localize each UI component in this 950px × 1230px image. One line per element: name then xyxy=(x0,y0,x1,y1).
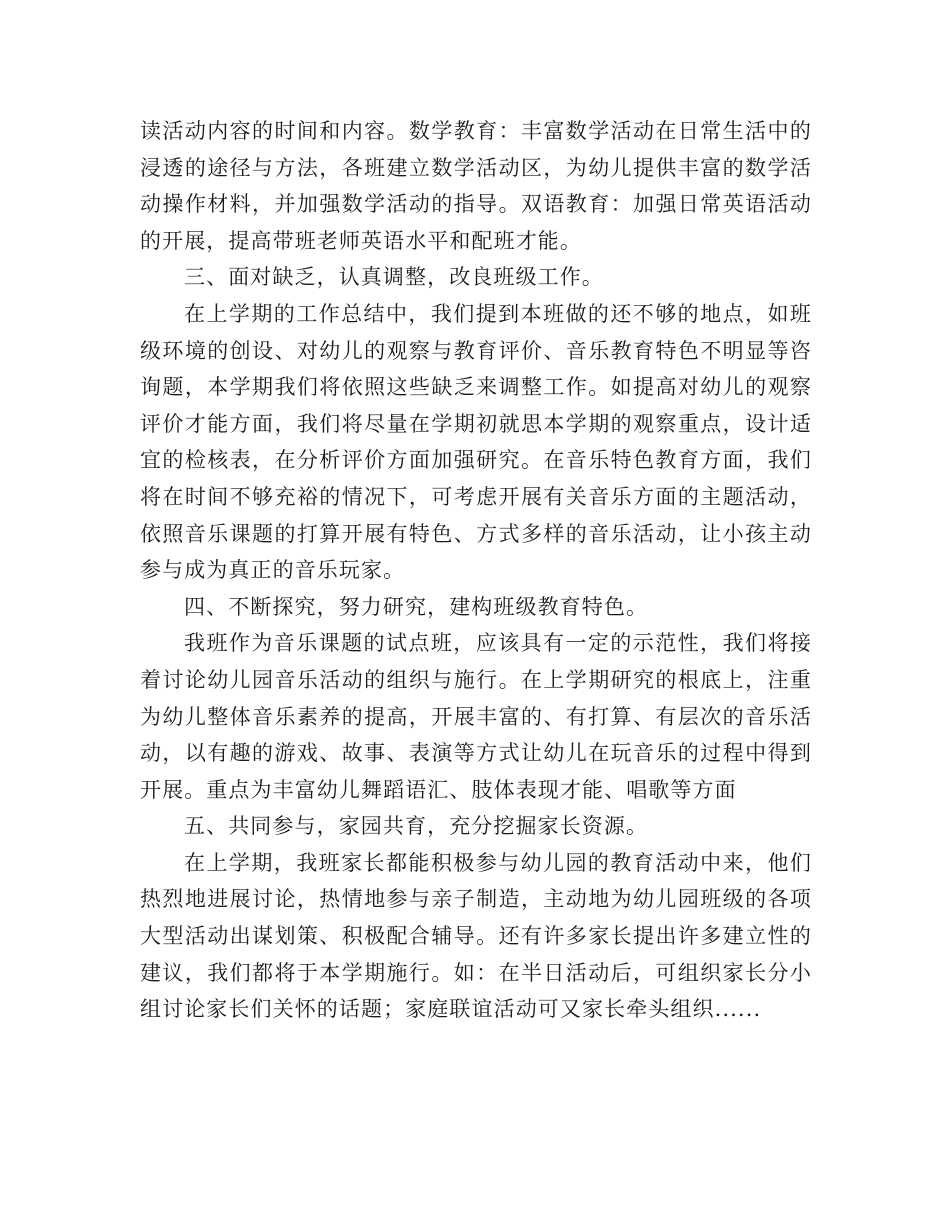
section-heading-5: 五、共同参与，家园共育，充分挖掘家长资源。 xyxy=(184,814,649,839)
paragraph-section-4: 我班作为音乐课题的试点班，应该具有一定的示范性，我们将接着讨论幼儿园音乐活动的组织与施行。在上学期研究的根底上，注重为幼儿整体音乐素养的提高，开展丰富的、有打算、有层次的音乐活动，以有趣的游戏、故事、表演等方式让幼儿在玩音乐的过程中得到开展。重点为丰富幼儿舞蹈语汇、肢体表现才能、唱歌等方面 xyxy=(140,631,812,802)
section-heading-3: 三、面对缺乏，认真调整，改良班级工作。 xyxy=(184,265,604,290)
paragraph-section-5: 在上学期，我班家长都能积极参与幼儿园的教育活动中来，他们热烈地进展讨论，热情地参与亲子制造，主动地为幼儿园班级的各项大型活动出谋划策、积极配合辅导。还有许多家长提出许多建立性的建议，我们都将于本学期施行。如：在半日活动后，可组织家长分小组讨论家长们关怀的话题；家庭联谊活动可又家长牵头组织...... xyxy=(140,850,812,1022)
paragraph-continuation: 读活动内容的时间和内容。数学教育：丰富数学活动在日常生活中的浸透的途径与方法，各班建立数学活动区，为幼儿提供丰富的数学活动操作材料，并加强数学活动的指导。双语教育：加强日常英语活动的开展，提高带班老师英语水平和配班才能。 xyxy=(140,119,812,253)
section-heading-4: 四、不断探究，努力研究，建构班级教育特色。 xyxy=(184,594,649,619)
document-body xyxy=(140,113,812,1028)
paragraph-section-3: 在上学期的工作总结中，我们提到本班做的还不够的地点，如班级环境的创设、对幼儿的观察与教育评价、音乐教育特色不明显等咨询题，本学期我们将依照这些缺乏来调整工作。如提高对幼儿的观察评价才能方面，我们将尽量在学期初就思本学期的观察重点，设计适宜的检核表，在分析评价方面加强研究。在音乐特色教育方面，我们将在时间不够充裕的情况下，可考虑开展有关音乐方面的主题活动，依照音乐课题的打算开展有特色、方式多样的音乐活动，让小孩主动参与成为真正的音乐玩家。 xyxy=(140,301,812,583)
